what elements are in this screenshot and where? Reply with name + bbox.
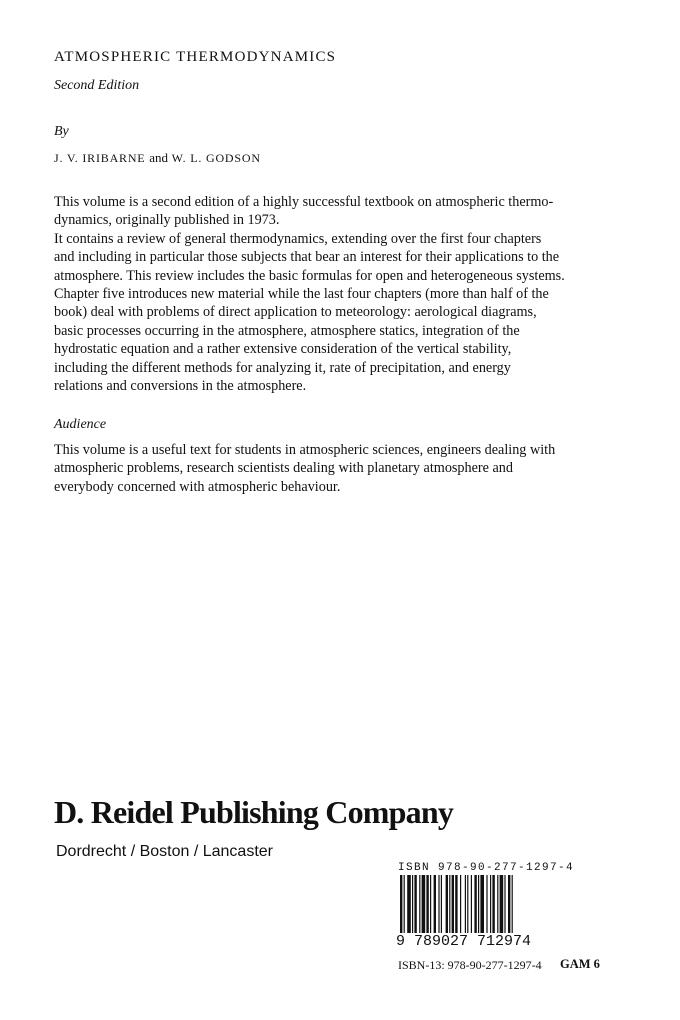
barcode-bar [422, 875, 426, 933]
barcode-bar [412, 875, 413, 933]
description-line: basic processes occurring in the atmosphere, atmosphere statics, integration of the [54, 322, 520, 339]
description-line: book) deal with problems of direct application to meteorology: aerological diagrams, [54, 304, 537, 321]
description-line: atmosphere. This review includes the basic formulas for open and heterogeneous systems. [54, 267, 565, 284]
barcode-bar [508, 875, 510, 933]
author-iribarne: J. V. IRIBARNE [54, 151, 146, 165]
barcode-bar [455, 875, 457, 937]
barcode-bar [504, 875, 505, 933]
description-line: Chapter five introduces new material while the last four chapters (more than half of the [54, 286, 549, 303]
barcode-bar [467, 875, 468, 933]
audience-line: This volume is a useful text for students in atmospheric sciences, engineers dealing with [54, 442, 556, 458]
barcode-bar [492, 875, 494, 933]
barcode-bar [497, 875, 498, 933]
barcode-bar [490, 875, 491, 933]
barcode-bar [404, 875, 405, 937]
audience-heading: Audience [54, 417, 107, 432]
audience-text [54, 441, 614, 496]
edition-label: Second Edition [54, 78, 140, 93]
barcode-bar [419, 875, 420, 933]
isbn-top-label: ISBN 978-90-277-1297-4 [398, 862, 575, 874]
barcode-bar [446, 875, 448, 933]
barcode-bar [449, 875, 450, 933]
authors [54, 150, 261, 166]
barcode-bar [465, 875, 466, 933]
isbn13-label: ISBN-13: 978-90-277-1297-4 [398, 958, 542, 972]
audience-line: everybody concerned with atmospheric behaviour. [54, 478, 341, 495]
author-godson: W. L. GODSON [171, 151, 261, 165]
barcode-digits: 9 789027 712974 [396, 933, 562, 950]
barcode-bar [426, 875, 428, 933]
description-line: relations and conversions in the atmosphere. [54, 378, 307, 395]
description-line: hydrostatic equation and a rather extensive consideration of the vertical stability, [54, 341, 512, 358]
barcode-icon [396, 875, 562, 937]
barcode-bar [478, 875, 479, 933]
by-label: By [54, 124, 69, 139]
description-line: including the different methods for analyzing it, rate of precipitation, and energy [54, 359, 511, 376]
barcode-bar [452, 875, 454, 933]
barcode-bar [400, 875, 402, 937]
barcode-bar [471, 875, 472, 933]
barcode-bar [500, 875, 504, 933]
description-line: This volume is a second edition of a highly successful textbook on atmospheric thermo- [54, 194, 554, 210]
barcode-bar [486, 875, 487, 933]
and-word: and [149, 150, 169, 165]
barcode-bar [438, 875, 439, 933]
description-line: dynamics, originally published in 1973. [54, 212, 280, 229]
barcode-bar [460, 875, 461, 937]
description-text [54, 193, 614, 395]
description-line: and including in particular those subjects that bear an interest for their applications to the [54, 249, 560, 266]
product-code: GAM 6 [560, 957, 600, 971]
barcode-bar [441, 875, 442, 933]
book-title: ATMOSPHERIC THERMODYNAMICS [54, 49, 337, 65]
publisher-locations: Dordrecht / Boston / Lancaster [56, 843, 273, 860]
barcode-bar [474, 875, 476, 933]
barcode-bar [480, 875, 484, 933]
barcode-bar [414, 875, 416, 933]
audience-line: atmospheric problems, research scientists dealing with planetary atmosphere and [54, 460, 513, 477]
barcode-bar [512, 875, 513, 937]
description-line: It contains a review of general thermodynamics, extending over the first four chapters [54, 230, 542, 247]
barcode-bar [430, 875, 431, 933]
publisher-name: D. Reidel Publishing Company [54, 794, 454, 830]
barcode-bar [434, 875, 436, 933]
barcode-bar [407, 875, 411, 933]
